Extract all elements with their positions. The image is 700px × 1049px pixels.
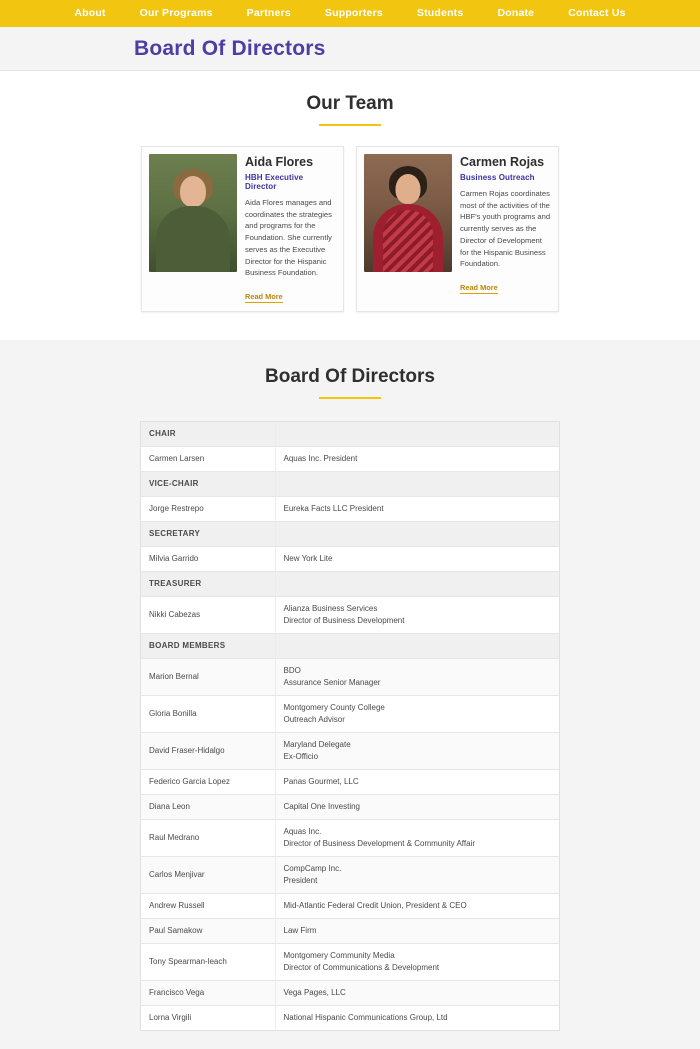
table-row[interactable] [141, 733, 559, 770]
board-table [141, 422, 559, 1030]
group-heading-label: TREASURER [141, 572, 275, 597]
board-table-wrapper [140, 421, 560, 1031]
nav-item-our-programs[interactable]: Our Programs [139, 7, 213, 19]
board-group-heading-chair [141, 422, 559, 447]
portrait-body-shape [373, 204, 443, 272]
member-org-line2: Ex-Officio [283, 752, 319, 762]
member-org-cell [275, 795, 559, 820]
member-name-cell: Paul Samakow [141, 919, 275, 944]
member-org-line1: BDO [283, 666, 301, 676]
member-org-cell [275, 944, 559, 981]
nav-item-contact-us[interactable]: Contact Us [568, 7, 626, 19]
group-heading-spacer [275, 472, 559, 497]
member-org-line2: Director of Business Development & Community Affair [283, 839, 475, 849]
table-row[interactable] [141, 857, 559, 894]
avatar-carmen-rojas [364, 154, 452, 272]
group-heading-label: SECRETARY [141, 522, 275, 547]
nav-item-supporters[interactable]: Supporters [324, 7, 383, 19]
board-heading: Board Of Directors [265, 366, 435, 388]
table-row[interactable] [141, 659, 559, 696]
portrait-body-shape [156, 206, 230, 272]
member-name-cell: Raul Medrano [141, 820, 275, 857]
member-bio: Carmen Rojas coordinates most of the activities of the HBF's youth programs and currently serves as the Director of Development for the Hispanic Business Foundation. [460, 188, 551, 269]
table-row[interactable] [141, 919, 559, 944]
table-row[interactable] [141, 894, 559, 919]
member-name-cell: Carlos Menjivar [141, 857, 275, 894]
team-card-carmen-rojas[interactable] [356, 146, 559, 312]
table-row[interactable] [141, 981, 559, 1006]
member-org-cell [275, 696, 559, 733]
group-heading-label: CHAIR [141, 422, 275, 447]
member-org-line2: Director of Communications & Development [283, 963, 440, 973]
member-org-cell [275, 733, 559, 770]
member-org-cell [275, 770, 559, 795]
member-org-cell [275, 547, 559, 572]
member-org-line1: Maryland Delegate [283, 740, 351, 750]
member-org-line1: Mid-Atlantic Federal Credit Union, President & CEO [283, 901, 467, 911]
member-org-line1: CompCamp Inc. [283, 864, 342, 874]
member-name-cell: Andrew Russell [141, 894, 275, 919]
table-row[interactable] [141, 447, 559, 472]
member-name-cell: Federico Garcia Lopez [141, 770, 275, 795]
member-name-cell: Milvia Garrido [141, 547, 275, 572]
member-name-cell: Gloria Bonilla [141, 696, 275, 733]
member-org-line2: Director of Business Development [283, 616, 405, 626]
group-heading-spacer [275, 572, 559, 597]
read-more-link-carmen-rojas[interactable]: Read More [460, 283, 498, 293]
group-heading-spacer [275, 522, 559, 547]
member-org-line1: Montgomery County College [283, 703, 385, 713]
table-row[interactable] [141, 497, 559, 522]
member-name: Carmen Rojas [460, 155, 545, 169]
group-heading-label: VICE-CHAIR [141, 472, 275, 497]
member-org-cell [275, 981, 559, 1006]
table-row[interactable] [141, 547, 559, 572]
member-name-cell: Marion Bernal [141, 659, 275, 696]
member-org-line1: National Hispanic Communications Group, Ltd [283, 1013, 448, 1023]
page-title: Board Of Directors [134, 36, 326, 60]
heading-underline-accent [319, 397, 381, 399]
member-org-cell [275, 919, 559, 944]
member-org-cell [275, 497, 559, 522]
member-org-line1: Montgomery Community Media [283, 951, 395, 961]
board-group-heading-vice-chair [141, 472, 559, 497]
table-row[interactable] [141, 770, 559, 795]
board-group-heading-board-members [141, 634, 559, 659]
member-name-cell: Nikki Cabezas [141, 597, 275, 634]
member-name-cell: Tony Spearman-leach [141, 944, 275, 981]
member-org-line2: President [283, 876, 318, 886]
team-card-list [0, 146, 700, 312]
member-bio: Aida Flores manages and coordinates the strategies and programs for the Foundation. She currently serves as the Executive Director for the Hispanic Business Foundation. [245, 197, 332, 278]
read-more-link-aida-flores[interactable]: Read More [245, 292, 283, 302]
group-heading-label: BOARD MEMBERS [141, 634, 275, 659]
member-org-line1: Capital One Investing [283, 802, 360, 812]
member-name-cell: David Fraser-Hidalgo [141, 733, 275, 770]
member-org-line1: Aquas Inc. President [283, 454, 358, 464]
member-org-line1: Aquas Inc. [283, 827, 322, 837]
board-of-directors-section [0, 340, 700, 1049]
member-name-cell: Carmen Larsen [141, 447, 275, 472]
portrait-face-shape [180, 176, 206, 207]
board-table-body [141, 422, 559, 1030]
nav-item-partners[interactable]: Partners [246, 7, 291, 19]
member-name: Aida Flores [245, 155, 314, 169]
table-row[interactable] [141, 1006, 559, 1031]
team-card-aida-flores[interactable] [141, 146, 344, 312]
table-row[interactable] [141, 820, 559, 857]
member-org-line1: Vega Pages, LLC [283, 988, 346, 998]
table-row[interactable] [141, 597, 559, 634]
member-org-line1: Law Firm [283, 926, 317, 936]
table-row[interactable] [141, 795, 559, 820]
team-card-info [245, 154, 336, 304]
member-org-cell [275, 659, 559, 696]
table-row[interactable] [141, 944, 559, 981]
member-org-line1: New York Lite [283, 554, 333, 564]
page-header-band [0, 27, 700, 71]
portrait-face-shape [396, 174, 421, 204]
member-org-cell [275, 894, 559, 919]
member-org-line1: Alianza Business Services [283, 604, 378, 614]
team-card-info [460, 154, 551, 304]
member-name-cell: Francisco Vega [141, 981, 275, 1006]
our-team-heading: Our Team [306, 93, 394, 114]
member-org-cell [275, 447, 559, 472]
member-org-cell [275, 857, 559, 894]
nav-item-students[interactable]: Students [416, 7, 464, 19]
our-team-section [0, 71, 700, 340]
board-group-heading-treasurer [141, 572, 559, 597]
nav-item-about[interactable]: About [74, 7, 106, 19]
table-row[interactable] [141, 696, 559, 733]
member-role: Business Outreach [460, 172, 535, 182]
member-name-cell: Jorge Restrepo [141, 497, 275, 522]
member-org-line2: Assurance Senior Manager [283, 678, 381, 688]
heading-underline-accent [319, 124, 381, 126]
board-group-heading-secretary [141, 522, 559, 547]
member-org-line1: Eureka Facts LLC President [283, 504, 384, 514]
member-org-line1: Panas Gourmet, LLC [283, 777, 359, 787]
avatar-aida-flores [149, 154, 237, 272]
nav-item-donate[interactable]: Donate [497, 7, 535, 19]
group-heading-spacer [275, 634, 559, 659]
member-role: HBH Executive Director [245, 172, 304, 191]
member-name-cell: Lorna Virgili [141, 1006, 275, 1031]
member-name-cell: Diana Leon [141, 795, 275, 820]
member-org-line2: Outreach Advisor [283, 715, 345, 725]
group-heading-spacer [275, 422, 559, 447]
main-navigation [0, 0, 700, 27]
member-org-cell [275, 597, 559, 634]
member-org-cell [275, 1006, 559, 1031]
member-org-cell [275, 820, 559, 857]
